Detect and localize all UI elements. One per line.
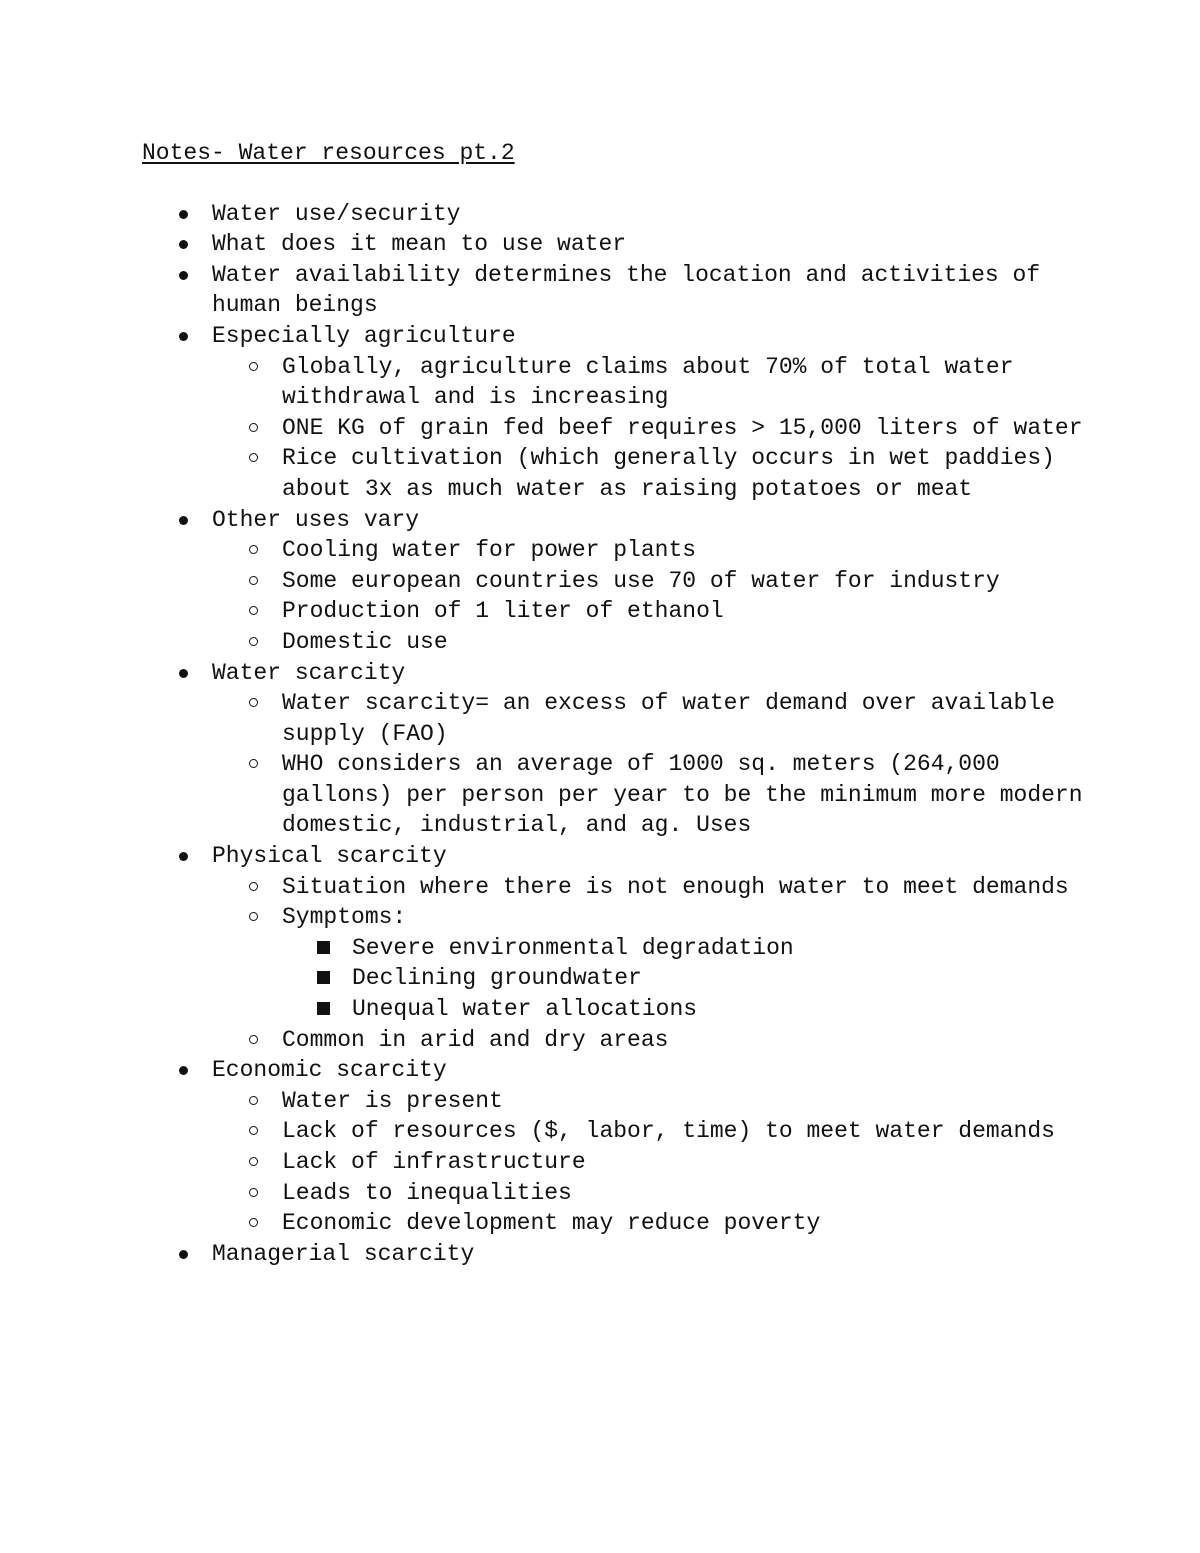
sub-list-item: Globally, agriculture claims about 70% of total water withdrawal and is increasing [212, 352, 1102, 413]
disc-bullet-icon [179, 271, 188, 280]
circle-bullet-icon [249, 1096, 258, 1105]
list-item: Water scarcity Water scarcity= an excess of water demand over available supply (FAO) WHO considers an average of 1000 sq. meters (264,000 gallons) per person per year to be the minimum more modern domestic, industrial, and ag. Uses [142, 658, 1102, 842]
circle-bullet-icon [249, 423, 258, 432]
sub-list-item: Production of 1 liter of ethanol [212, 596, 1102, 627]
sub-list-item: Lack of infrastructure [212, 1147, 1102, 1178]
square-bullet-icon [317, 941, 330, 954]
circle-bullet-icon [249, 1188, 258, 1197]
sub-list-item: ONE KG of grain fed beef requires > 15,000 liters of water [212, 413, 1102, 444]
disc-bullet-icon [179, 1250, 188, 1259]
circle-bullet-icon [249, 637, 258, 646]
sub-list-item: Domestic use [212, 627, 1102, 658]
sub-list-item: Lack of resources ($, labor, time) to meet water demands [212, 1116, 1102, 1147]
disc-bullet-icon [179, 210, 188, 219]
disc-bullet-icon [179, 332, 188, 341]
circle-bullet-icon [249, 759, 258, 768]
sub-list-item: Rice cultivation (which generally occurs in wet paddies) about 3x as much water as raising potatoes or meat [212, 443, 1102, 504]
document-page [142, 138, 1102, 1269]
title-spacer [142, 169, 1102, 199]
circle-bullet-icon [249, 1218, 258, 1227]
circle-bullet-icon [249, 882, 258, 891]
circle-bullet-icon [249, 698, 258, 707]
list-item: Economic scarcity Water is present Lack of resources ($, labor, time) to meet water demands Lack of infrastructure Leads to inequalities Economic development may reduce poverty [142, 1055, 1102, 1239]
circle-bullet-icon [249, 1126, 258, 1135]
list-item: Managerial scarcity [142, 1239, 1102, 1270]
sub-list-item: Situation where there is not enough water to meet demands [212, 872, 1102, 903]
list-item: Especially agriculture Globally, agriculture claims about 70% of total water withdrawal and is increasing ONE KG of grain fed beef requires > 15,000 liters of water Rice cultivation (which generally occurs in wet paddies) about 3x as much water as raising potatoes or meat [142, 321, 1102, 505]
sub-list-item: Water scarcity= an excess of water demand over available supply (FAO) [212, 688, 1102, 749]
sub-list [212, 535, 1102, 657]
sub-sub-list [282, 933, 1102, 1025]
sub-list-item: Economic development may reduce poverty [212, 1208, 1102, 1239]
disc-bullet-icon [179, 516, 188, 525]
sub-list-item: Cooling water for power plants [212, 535, 1102, 566]
disc-bullet-icon [179, 1066, 188, 1075]
disc-bullet-icon [179, 240, 188, 249]
sub-sub-list-item: Declining groundwater [282, 963, 1102, 994]
circle-bullet-icon [249, 545, 258, 554]
sub-list-item: Water is present [212, 1086, 1102, 1117]
circle-bullet-icon [249, 576, 258, 585]
disc-bullet-icon [179, 669, 188, 678]
list-item: What does it mean to use water [142, 229, 1102, 260]
square-bullet-icon [317, 1002, 330, 1015]
square-bullet-icon [317, 971, 330, 984]
sub-list-item: Common in arid and dry areas [212, 1025, 1102, 1056]
sub-sub-list-item: Severe environmental degradation [282, 933, 1102, 964]
circle-bullet-icon [249, 606, 258, 615]
sub-list [212, 872, 1102, 1056]
circle-bullet-icon [249, 1035, 258, 1044]
bullet-list [142, 199, 1102, 1270]
circle-bullet-icon [249, 912, 258, 921]
page-title: Notes- Water resources pt.2 [142, 140, 515, 166]
sub-list-item: Some european countries use 70 of water for industry [212, 566, 1102, 597]
list-item: Physical scarcity Situation where there is not enough water to meet demands Symptoms: Severe environmental degradation Declining groundwater Unequal water allocations Common in arid and dry areas [142, 841, 1102, 1055]
sub-sub-list-item: Unequal water allocations [282, 994, 1102, 1025]
disc-bullet-icon [179, 852, 188, 861]
sub-list-item: Leads to inequalities [212, 1178, 1102, 1209]
circle-bullet-icon [249, 1157, 258, 1166]
circle-bullet-icon [249, 453, 258, 462]
sub-list-item: Symptoms: Severe environmental degradation Declining groundwater Unequal water allocations [212, 902, 1102, 1024]
sub-list-item: WHO considers an average of 1000 sq. meters (264,000 gallons) per person per year to be the minimum more modern domestic, industrial, and ag. Uses [212, 749, 1102, 841]
sub-list [212, 688, 1102, 841]
sub-list [212, 352, 1102, 505]
list-item: Water availability determines the location and activities of human beings [142, 260, 1102, 321]
list-item: Water use/security [142, 199, 1102, 230]
sub-list [212, 1086, 1102, 1239]
circle-bullet-icon [249, 362, 258, 371]
list-item: Other uses vary Cooling water for power plants Some european countries use 70 of water for industry Production of 1 liter of ethanol Domestic use [142, 505, 1102, 658]
